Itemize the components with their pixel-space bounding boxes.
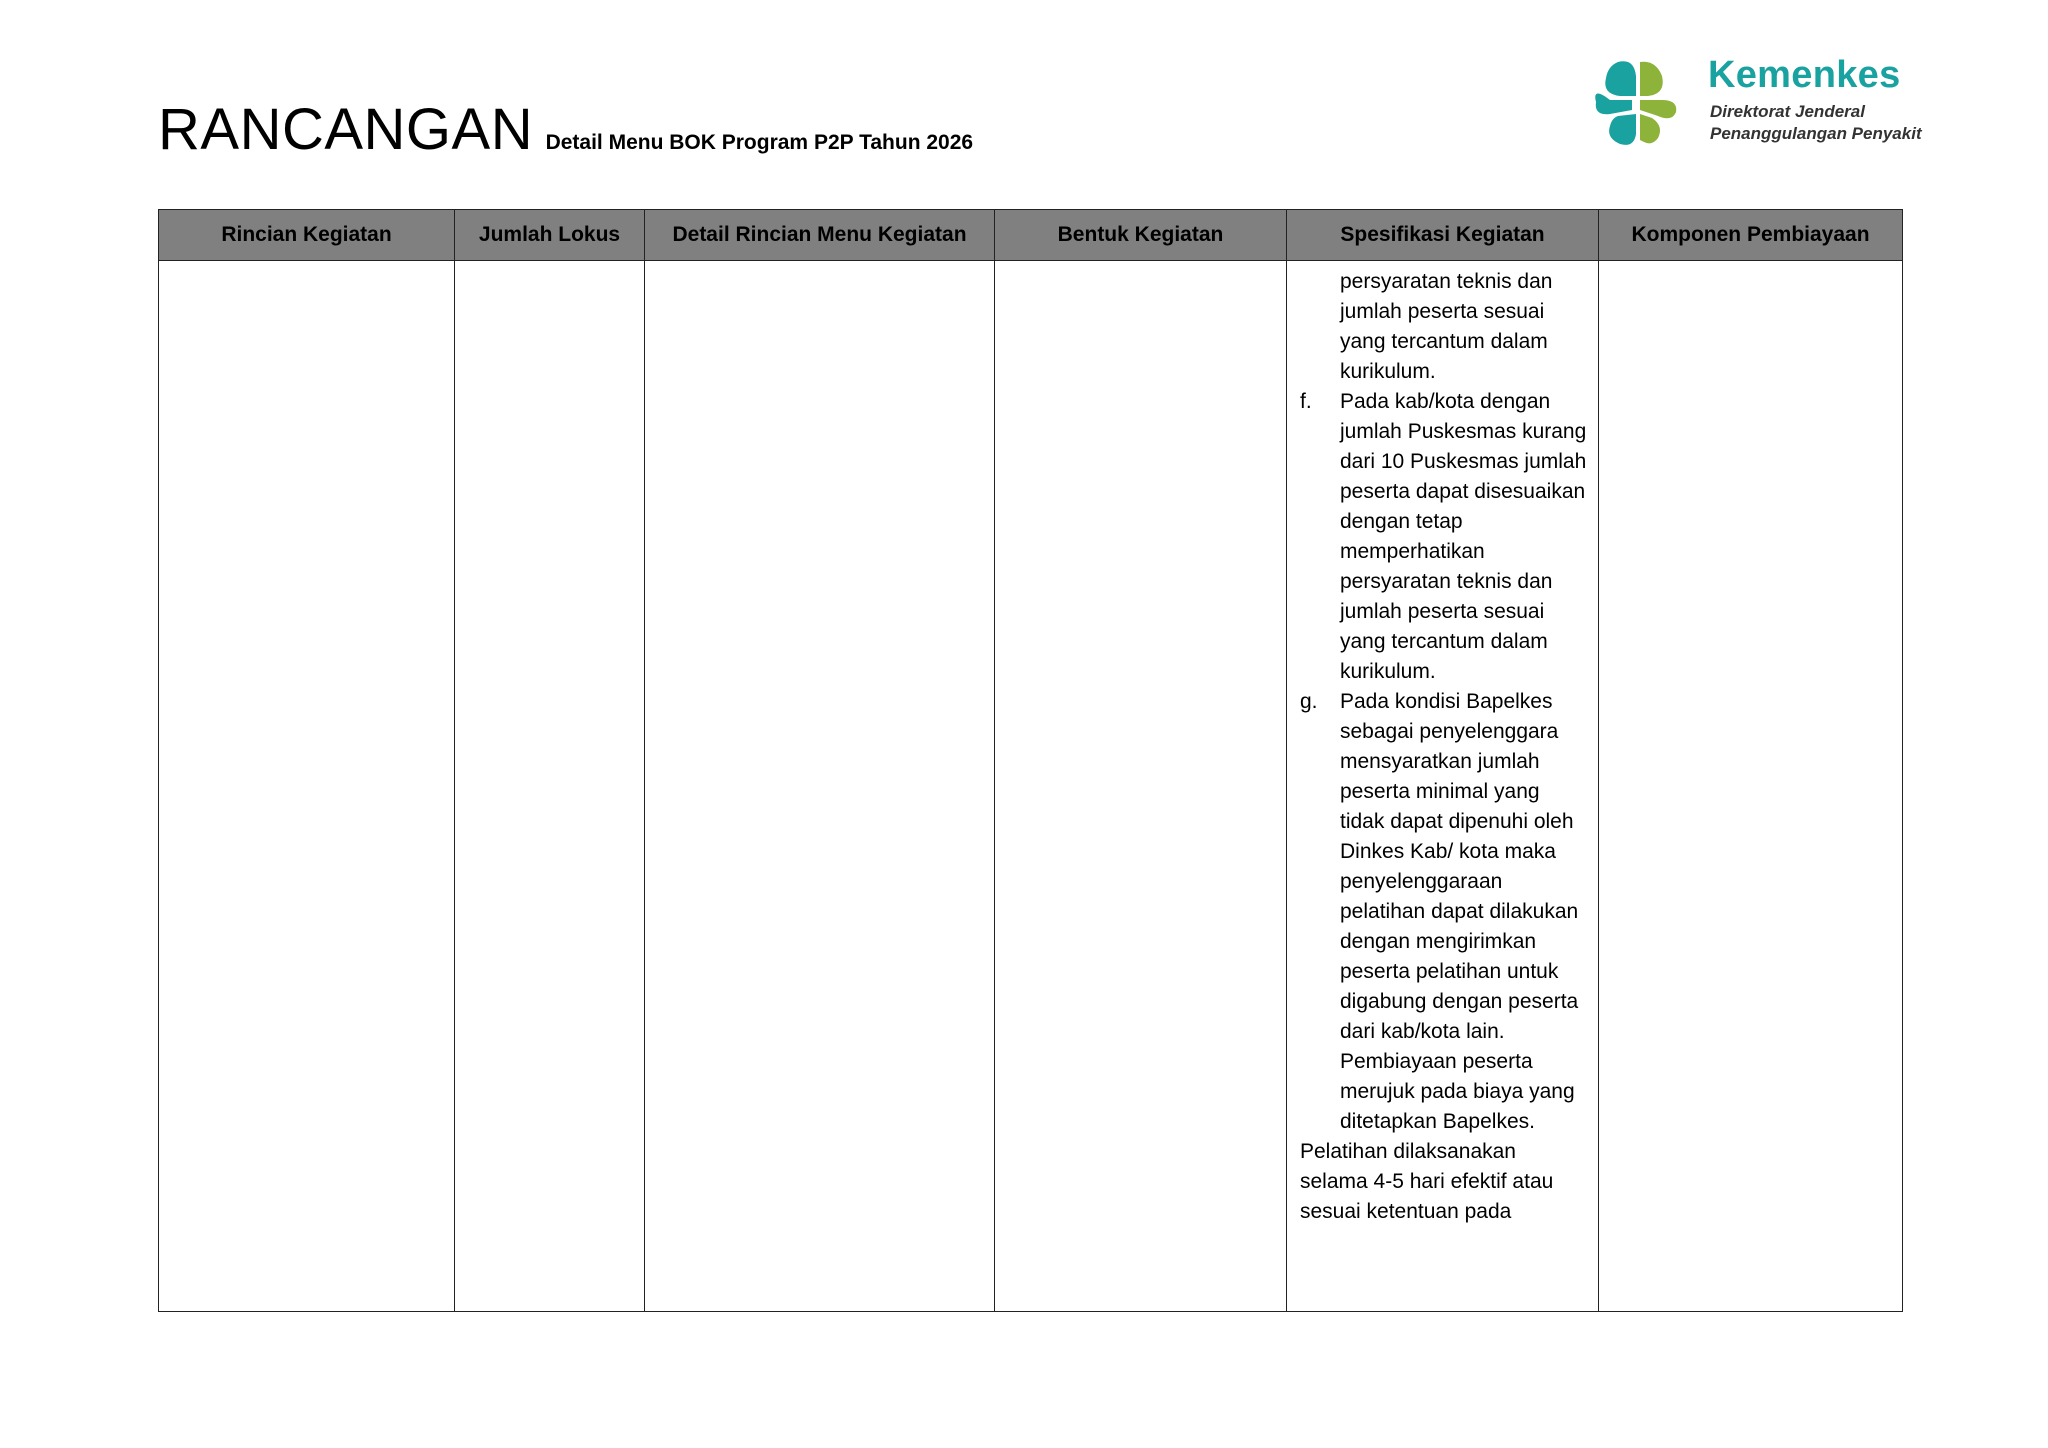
spec-content [1287, 261, 1598, 1311]
cell-komponen-pembiayaan [1599, 261, 1903, 1312]
table-header-row [159, 210, 1903, 261]
column-header-rincian-kegiatan: Rincian Kegiatan [159, 210, 455, 261]
cell-bentuk-kegiatan [995, 261, 1287, 1312]
detail-menu-table [158, 209, 1903, 1312]
spec-continuation: persyaratan teknis dan jumlah peserta sesuai yang tercantum dalam kurikulum. [1340, 270, 1553, 383]
logo-name: Kemenkes [1708, 54, 1901, 96]
cell-rincian-kegiatan [159, 261, 455, 1312]
cell-spesifikasi-kegiatan [1287, 261, 1599, 1312]
cell-detail-rincian-menu [645, 261, 995, 1312]
cell-jumlah-lokus [455, 261, 645, 1312]
spec-list-item [1300, 687, 1588, 1137]
spec-trailing-text: Pelatihan dilaksanakan selama 4-5 hari efektif atau sesuai ketentuan pada [1300, 1140, 1554, 1223]
column-header-spesifikasi-kegiatan: Spesifikasi Kegiatan [1287, 210, 1599, 261]
column-header-detail-rincian-menu: Detail Rincian Menu Kegiatan [645, 210, 995, 261]
column-header-jumlah-lokus: Jumlah Lokus [455, 210, 645, 261]
title-main: RANCANGAN [158, 97, 534, 162]
logo-line-1: Direktorat Jenderal [1710, 102, 1865, 121]
spec-item-text: Pada kondisi Bapelkes sebagai penyelenggara mensyaratkan jumlah peserta minimal yang tidak dapat dipenuhi oleh Dinkes Kab/ kota maka penyelenggaraan pelatihan dapat dilakukan dengan mengirimkan peserta pelatihan untuk digabung dengan peserta dari kab/kota lain. Pembiayaan peserta merujuk pada biaya yang ditetapkan Bapelkes. [1340, 690, 1579, 1133]
spec-item-marker: g. [1300, 690, 1318, 713]
spec-list-item [1300, 387, 1588, 687]
kemenkes-logo [1588, 52, 1948, 152]
spec-item-marker: f. [1300, 390, 1312, 413]
column-header-bentuk-kegiatan: Bentuk Kegiatan [995, 210, 1287, 261]
title-subtitle: Detail Menu BOK Program P2P Tahun 2026 [545, 131, 974, 154]
column-header-komponen-pembiayaan: Komponen Pembiayaan [1599, 210, 1903, 261]
table-row [159, 261, 1903, 1312]
spec-item-text: Pada kab/kota dengan jumlah Puskesmas kurang dari 10 Puskesmas jumlah peserta dapat disesuaikan dengan tetap memperhatikan persyaratan teknis dan jumlah peserta sesuai yang tercantum dalam kurikulum. [1340, 390, 1587, 683]
kemenkes-logo-icon [1588, 56, 1680, 148]
logo-line-2: Penanggulangan Penyakit [1710, 124, 1922, 143]
page-title [158, 96, 973, 163]
